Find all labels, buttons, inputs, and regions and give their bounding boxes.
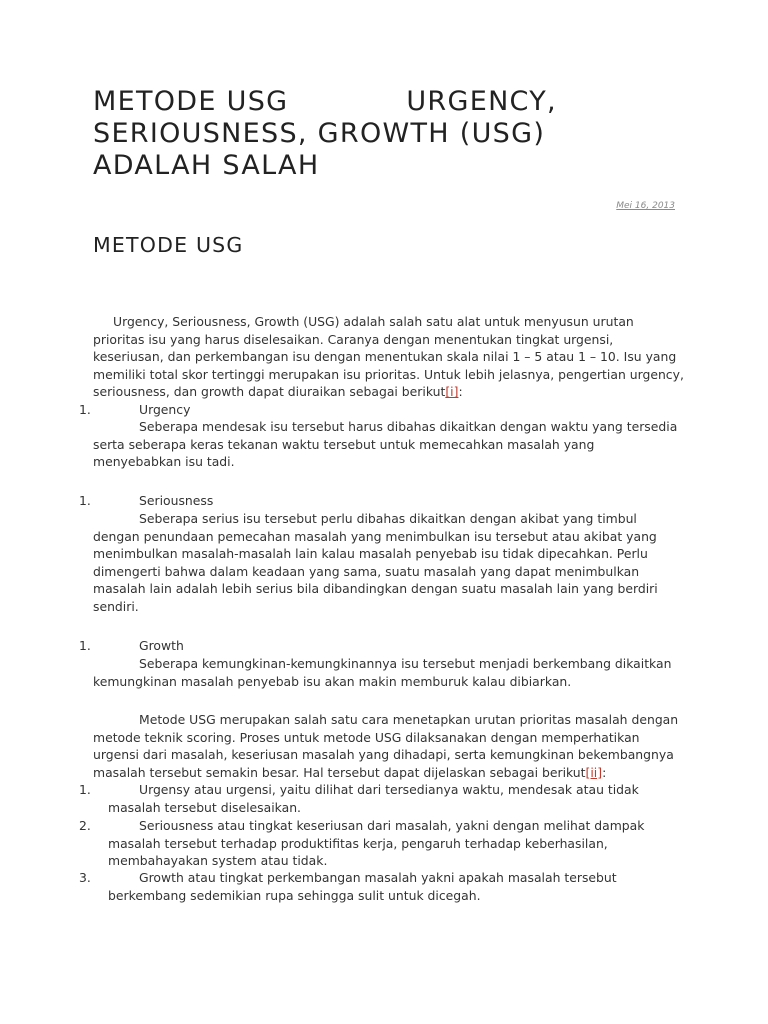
list-item-term: Urgency xyxy=(139,402,191,417)
list-item-number: 2. xyxy=(79,818,91,833)
list-item-term: Growth xyxy=(139,638,184,653)
title-line-1b: URGENCY, xyxy=(406,86,557,117)
reference-link-i[interactable]: [i] xyxy=(445,384,459,400)
list-item-number: 1. xyxy=(79,638,91,653)
list-item-number: 1. xyxy=(79,782,91,797)
list-item-number: 1. xyxy=(79,402,91,417)
list-item-number: 1. xyxy=(79,493,91,508)
list-item-text: Seriousness atau tingkat keseriusan dari masalah, yakni dengan melihat dampak masalah tersebut terhadap produktifitas kerja, pengaruh terhadap keberhasilan, membahayakan system atau tidak. xyxy=(108,818,645,869)
list-item-description: Seberapa kemungkinan-kemungkinannya isu tersebut menjadi berkembang dikaitkan kemungkinan masalah penyebab isu akan makin memburuk kalau dibiarkan. xyxy=(93,656,672,689)
list-item-number: 3. xyxy=(79,870,91,885)
list-item-text: Urgensy atau urgensi, yaitu dilihat dari tersedianya waktu, mendesak atau tidak masalah tersebut diselesaikan. xyxy=(108,782,639,815)
list-item-text: Growth atau tingkat perkembangan masalah yakni apakah masalah tersebut berkembang sedemikian rupa sehingga sulit untuk dicegah. xyxy=(108,870,617,903)
title-line-2: SERIOUSNESS, GROWTH (USG) xyxy=(93,118,546,149)
article-title xyxy=(93,86,653,182)
section-heading: METODE USG xyxy=(93,233,244,257)
post-date[interactable]: Mei 16, 2013 xyxy=(616,201,675,211)
title-line-3: ADALAH SALAH xyxy=(93,150,320,181)
method-suffix: : xyxy=(602,764,607,780)
intro-paragraph xyxy=(93,313,685,401)
list-item-description: Seberapa serius isu tersebut perlu dibahas dikaitkan dengan akibat yang timbul dengan penundaan pemecahan masalah yang menimbulkan isu tersebut atau akibat yang menimbulkan masalah-masalah lain kalau masalah penyebab isu tidak dipecahkan. Perlu dimengerti bahwa dalam keadaan yang sama, suatu masalah yang dapat menimbulkan masalah lain adalah lebih serius bila dibandingkan dengan suatu masalah lain yang berdiri sendiri. xyxy=(93,511,658,614)
intro-text: Urgency, Seriousness, Growth (USG) adalah salah satu alat untuk menyusun urutan prioritas isu yang harus diselesaikan. Caranya dengan menentukan tingkat urgensi, keseriusan, dan perkembangan isu dengan menentukan skala nilai 1 – 5 atau 1 – 10. Isu yang memiliki total skor tertinggi merupakan isu prioritas. Untuk lebih jelasnya, pengertian urgency, seriousness, dan growth dapat diuraikan sebagai berikut xyxy=(93,314,684,400)
list-item-term: Seriousness xyxy=(139,493,214,508)
list-item-description: Seberapa mendesak isu tersebut harus dibahas dikaitkan dengan waktu yang tersedia serta seberapa keras tekanan waktu tersebut untuk memecahkan masalah yang menyebabkan isu tadi. xyxy=(93,419,678,470)
reference-link-ii[interactable]: [ii] xyxy=(585,764,603,780)
intro-suffix: : xyxy=(458,384,463,400)
method-text: Metode USG merupakan salah satu cara menetapkan urutan prioritas masalah dengan metode teknik scoring. Proses untuk metode USG dilaksanakan dengan memperhatikan urgensi dari masalah, keseriusan masalah yang dihadapi, serta kemungkinan bekembangnya masalah tersebut semakin besar. Hal tersebut dapat dijelaskan sebagai berikut xyxy=(93,712,679,780)
title-line-1a: METODE USG xyxy=(93,86,289,117)
method-paragraph xyxy=(93,711,687,781)
